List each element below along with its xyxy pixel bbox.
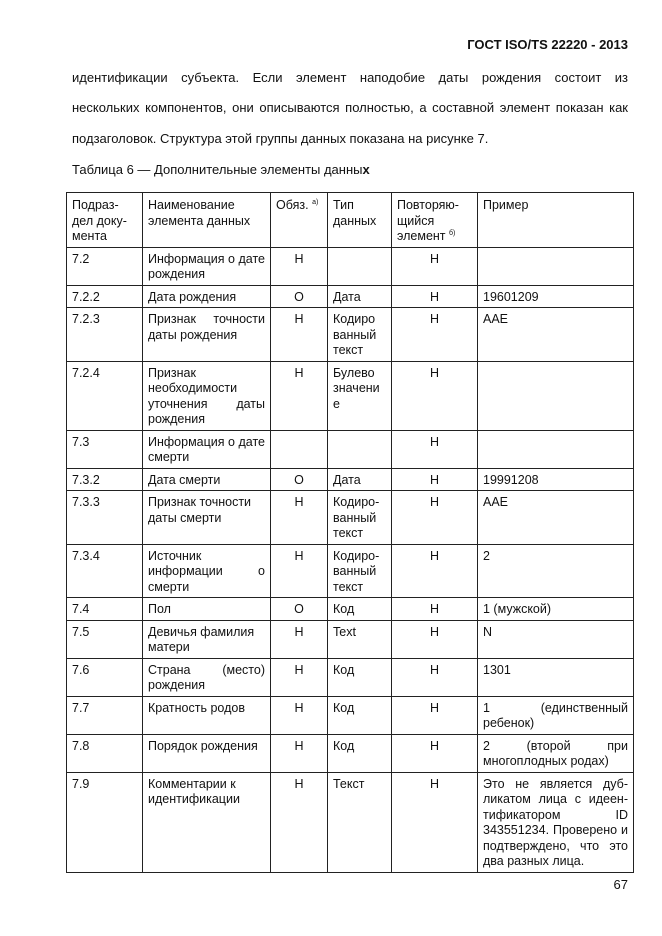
- cell-name: Страна (место) рождения: [143, 658, 271, 696]
- cell-name: Дата рождения: [143, 285, 271, 308]
- cell-type: Код: [328, 598, 392, 621]
- cell-obligation: Н: [271, 247, 328, 285]
- header-example: Пример: [478, 193, 634, 248]
- table-header-row: [67, 193, 634, 248]
- cell-obligation: О: [271, 468, 328, 491]
- cell-obligation: [271, 430, 328, 468]
- cell-repeat: Н: [392, 430, 478, 468]
- cell-type: Дата: [328, 468, 392, 491]
- cell-obligation: Н: [271, 772, 328, 872]
- cell-example: AAE: [478, 308, 634, 362]
- cell-name: Признак точности даты смерти: [143, 491, 271, 545]
- body-text-line-1: идентификации субъекта. Если элемент наподобие даты рождения состоит из: [72, 70, 628, 85]
- header-obligation: Обяз. $^{а)}$: [271, 193, 328, 248]
- table-row: [67, 658, 634, 696]
- cell-obligation: О: [271, 598, 328, 621]
- cell-repeat: Н: [392, 696, 478, 734]
- cell-example: 1301: [478, 658, 634, 696]
- cell-section: 7.2.4: [67, 361, 143, 430]
- standard-header: ГОСТ ISO/TS 22220 - 2013: [467, 37, 628, 52]
- cell-type: Текст: [328, 772, 392, 872]
- table-row: [67, 491, 634, 545]
- cell-section: 7.7: [67, 696, 143, 734]
- cell-example: 19991208: [478, 468, 634, 491]
- table-caption: [72, 162, 370, 177]
- cell-example: AAE: [478, 491, 634, 545]
- cell-obligation: Н: [271, 361, 328, 430]
- cell-obligation: Н: [271, 620, 328, 658]
- cell-type: Код: [328, 734, 392, 772]
- cell-type: [328, 247, 392, 285]
- cell-type: Код: [328, 658, 392, 696]
- cell-section: 7.5: [67, 620, 143, 658]
- cell-example: N: [478, 620, 634, 658]
- cell-repeat: Н: [392, 247, 478, 285]
- cell-repeat: Н: [392, 544, 478, 598]
- cell-repeat: Н: [392, 772, 478, 872]
- cell-section: 7.2: [67, 247, 143, 285]
- cell-name: Кратность родов: [143, 696, 271, 734]
- table-caption-text: Таблица 6 — Дополнительные элементы данны: [72, 162, 363, 177]
- page-number: 67: [613, 877, 628, 892]
- cell-example: [478, 430, 634, 468]
- cell-repeat: Н: [392, 468, 478, 491]
- cell-repeat: Н: [392, 285, 478, 308]
- table-row: [67, 285, 634, 308]
- cell-repeat: Н: [392, 598, 478, 621]
- table-row: [67, 620, 634, 658]
- cell-obligation: Н: [271, 544, 328, 598]
- cell-repeat: Н: [392, 734, 478, 772]
- cell-section: 7.6: [67, 658, 143, 696]
- cell-section: 7.2.2: [67, 285, 143, 308]
- cell-repeat: Н: [392, 491, 478, 545]
- data-elements-table: [66, 192, 634, 873]
- cell-example: 19601209: [478, 285, 634, 308]
- cell-obligation: Н: [271, 696, 328, 734]
- cell-name: Пол: [143, 598, 271, 621]
- cell-section: 7.2.3: [67, 308, 143, 362]
- cell-obligation: О: [271, 285, 328, 308]
- cell-obligation: Н: [271, 491, 328, 545]
- header-type: Тип данных: [328, 193, 392, 248]
- table-row: [67, 598, 634, 621]
- table-row: [67, 544, 634, 598]
- cell-type: Кодиро-ванный текст: [328, 544, 392, 598]
- header-name: Наименование элемента данных: [143, 193, 271, 248]
- cell-name: Источник информации о смерти: [143, 544, 271, 598]
- table-row: [67, 696, 634, 734]
- table-caption-last-char: х: [362, 162, 370, 177]
- header-section: Подраз-дел доку-мента: [67, 193, 143, 248]
- header-repeat: Повторяю-щийся элемент $^{б)}$: [392, 193, 478, 248]
- cell-section: 7.3.3: [67, 491, 143, 545]
- cell-name: Признак точности даты рождения: [143, 308, 271, 362]
- cell-obligation: Н: [271, 734, 328, 772]
- cell-section: 7.8: [67, 734, 143, 772]
- cell-type: [328, 430, 392, 468]
- cell-section: 7.3.4: [67, 544, 143, 598]
- cell-name: Дата смерти: [143, 468, 271, 491]
- cell-example: 1 (мужской): [478, 598, 634, 621]
- cell-name: Девичья фамилия матери: [143, 620, 271, 658]
- cell-name: Информация о дате смерти: [143, 430, 271, 468]
- cell-section: 7.3: [67, 430, 143, 468]
- cell-type: Булево значени е: [328, 361, 392, 430]
- table-row: [67, 430, 634, 468]
- cell-type: Text: [328, 620, 392, 658]
- cell-repeat: Н: [392, 361, 478, 430]
- cell-example: 2: [478, 544, 634, 598]
- cell-obligation: Н: [271, 658, 328, 696]
- cell-name: Признак необходимости уточнения даты рождения: [143, 361, 271, 430]
- cell-type: Дата: [328, 285, 392, 308]
- cell-type: Код: [328, 696, 392, 734]
- table-row: [67, 734, 634, 772]
- cell-name: Порядок рождения: [143, 734, 271, 772]
- cell-example: Это не является дуб-ликатом лица с идеен-тификатором ID 343551234. Проверено и подтверждено, что это два разных лица.: [478, 772, 634, 872]
- cell-section: 7.3.2: [67, 468, 143, 491]
- cell-type: Кодиро-ванный текст: [328, 491, 392, 545]
- cell-repeat: Н: [392, 620, 478, 658]
- table-row: [67, 468, 634, 491]
- cell-name: Информация о дате рождения: [143, 247, 271, 285]
- cell-example: [478, 361, 634, 430]
- cell-repeat: Н: [392, 658, 478, 696]
- cell-example: 1 (единственный ребенок): [478, 696, 634, 734]
- cell-section: 7.4: [67, 598, 143, 621]
- body-text-line-2: нескольких компонентов, они описываются полностью, а составной элемент показан как: [72, 100, 628, 115]
- table-row: [67, 247, 634, 285]
- table-row: [67, 772, 634, 872]
- table-row: [67, 361, 634, 430]
- table-row: [67, 308, 634, 362]
- cell-section: 7.9: [67, 772, 143, 872]
- cell-repeat: Н: [392, 308, 478, 362]
- cell-example: [478, 247, 634, 285]
- cell-type: Кодиро ванный текст: [328, 308, 392, 362]
- body-text-line-3: подзаголовок. Структура этой группы данных показана на рисунке 7.: [72, 131, 489, 146]
- cell-name: Комментарии к идентификации: [143, 772, 271, 872]
- cell-obligation: Н: [271, 308, 328, 362]
- cell-example: 2 (второй при многоплодных родах): [478, 734, 634, 772]
